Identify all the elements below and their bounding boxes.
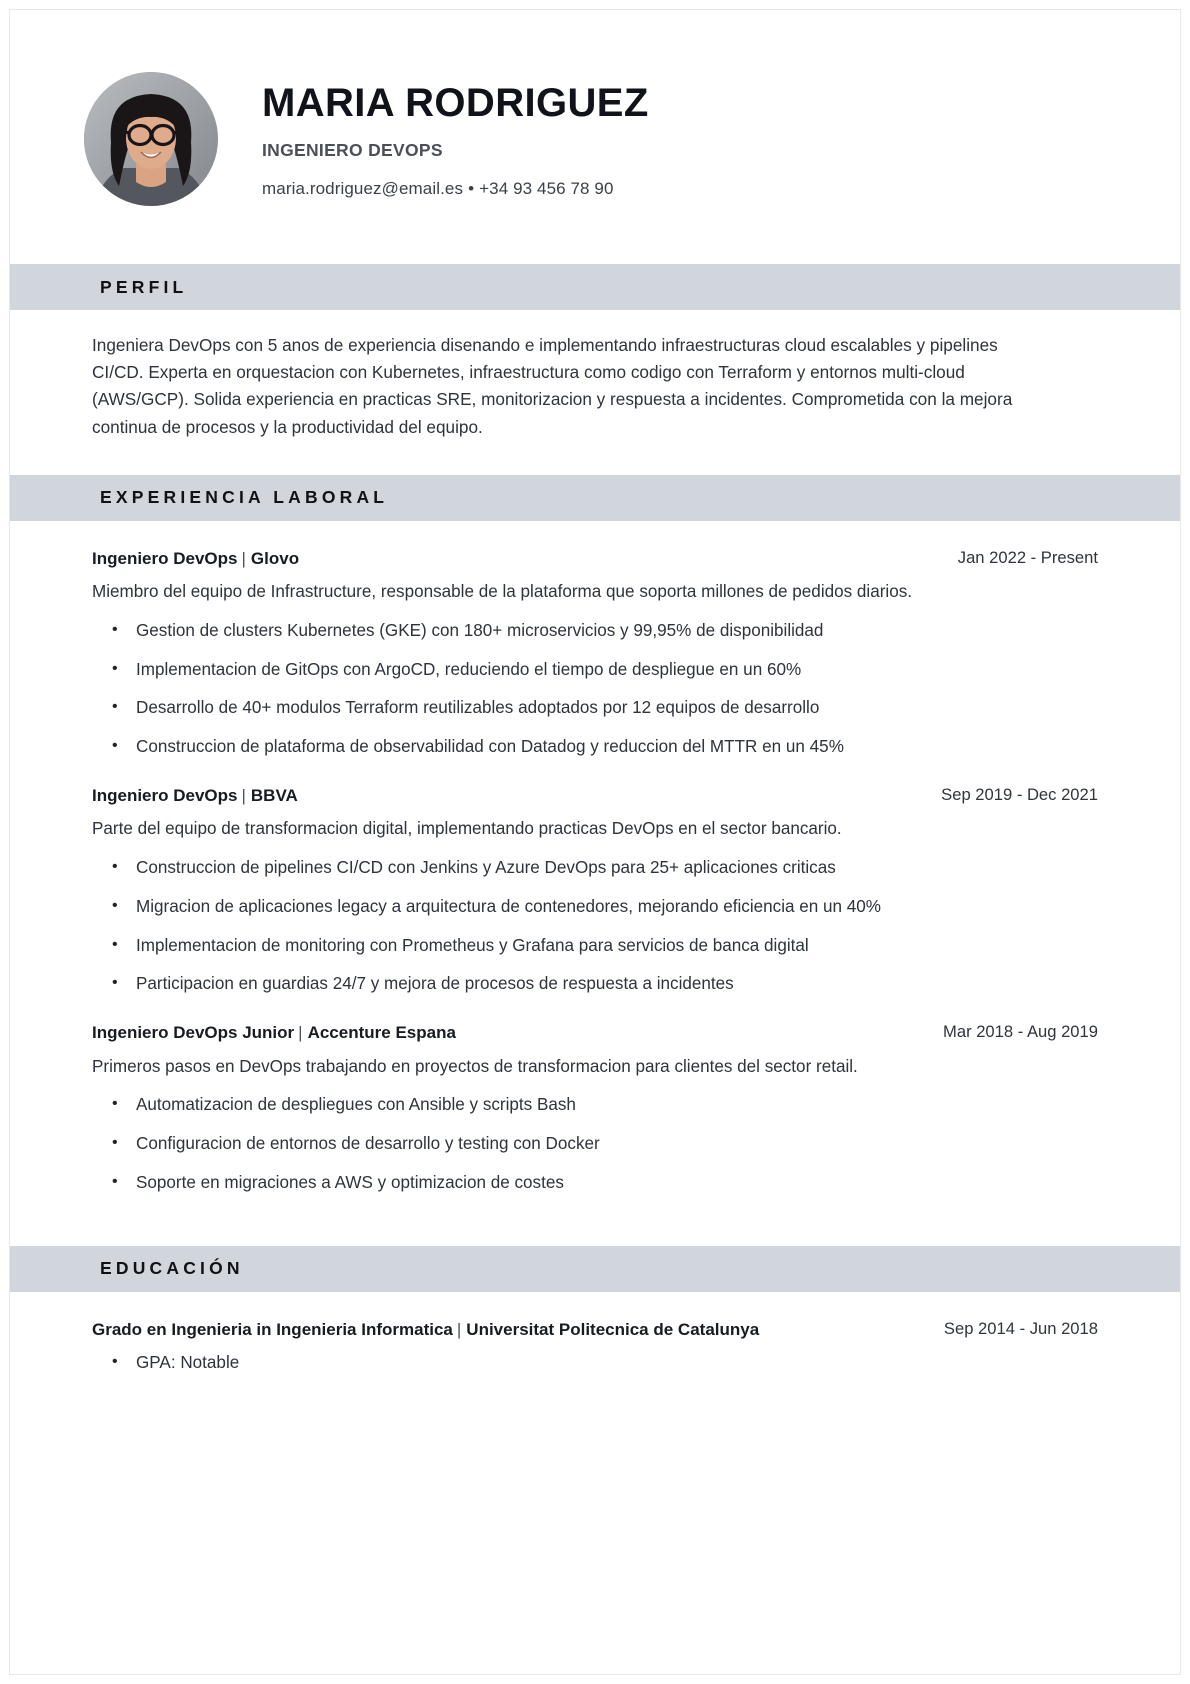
- entry-bullet-list: [92, 1093, 1098, 1195]
- section-band-experience: [10, 475, 1180, 521]
- experience-entry: [92, 521, 1098, 760]
- profile-paragraph: Ingeniera DevOps con 5 anos de experiencia disenando e implementando infraestructuras cloud escalables y pipelines CI/CD. Experta en orquestacion con Kubernetes, infraestructura como codigo con Terraform y entornos multi-cloud (AWS/GCP). Solida experiencia en practicas SRE, monitorizacion y respuesta a incidentes. Comprometida con la mejora continua de procesos y la productividad del equipo.: [92, 335, 1013, 437]
- entry-header: [92, 784, 1098, 807]
- section-title-profile: PERFIL: [100, 276, 188, 297]
- contact-separator: •: [468, 178, 475, 198]
- entry-dates: Sep 2019 - Dec 2021: [941, 784, 1098, 804]
- list-item: • GPA: Notable: [106, 1351, 1098, 1376]
- entry-header: [92, 1021, 1098, 1044]
- job-title: INGENIERO DEVOPS: [262, 139, 443, 160]
- entry-company: Glovo: [250, 548, 300, 568]
- entry-description: Miembro del equipo de Infrastructure, responsable de la plataforma que soporta millones de pedidos diarios.: [92, 582, 913, 602]
- page-title: MARIA RODRIGUEZ: [262, 80, 649, 125]
- portrait-photo-icon: [84, 72, 218, 206]
- entry-pipe: |: [456, 1319, 462, 1339]
- entry-pipe: |: [241, 548, 246, 568]
- section-title-experience: EXPERIENCIA LABORAL: [100, 487, 389, 508]
- experience-entry: [92, 760, 1098, 997]
- entry-description: Parte del equipo de transformacion digital, implementando practicas DevOps en el sector bancario.: [92, 819, 842, 839]
- entry-header: [92, 1318, 1098, 1341]
- profile-block: [10, 310, 1180, 469]
- entry-company: BBVA: [250, 785, 298, 805]
- avatar: [84, 72, 218, 206]
- entry-role: Ingeniero DevOps Junior: [92, 1023, 295, 1043]
- entry-title: [92, 1021, 456, 1044]
- list-item: • Migracion de aplicaciones legacy a arquitectura de contenedores, mejorando eficiencia en un 40%: [106, 895, 1098, 920]
- section-band-education: [10, 1246, 1180, 1292]
- experience-block: [10, 521, 1180, 1240]
- degree-name: Grado en Ingenieria in Ingenieria Informatica: [92, 1319, 453, 1339]
- phone-text: +34 93 456 78 90: [479, 178, 614, 198]
- entry-dates: Mar 2018 - Aug 2019: [943, 1022, 1098, 1042]
- resume-sheet: [10, 10, 1180, 1674]
- list-item: • Configuracion de entornos de desarrollo y testing con Docker: [106, 1132, 1098, 1157]
- experience-entry: [92, 997, 1098, 1195]
- entry-company: Accenture Espana: [307, 1023, 456, 1043]
- list-item: • Participacion en guardias 24/7 y mejora de procesos de respuesta a incidentes: [106, 972, 1098, 997]
- list-item: • Automatizacion de despliegues con Ansible y scripts Bash: [106, 1093, 1098, 1118]
- email-text: maria.rodriguez@email.es: [262, 178, 464, 198]
- entry-title: [92, 784, 298, 807]
- education-entry: [92, 1292, 1098, 1376]
- list-item: • Desarrollo de 40+ modulos Terraform reutilizables adoptados por 12 equipos de desarrollo: [106, 696, 1098, 721]
- entry-pipe: |: [241, 785, 246, 805]
- entry-title: [92, 547, 299, 570]
- entry-dates: Sep 2014 - Jun 2018: [943, 1318, 1098, 1338]
- entry-header: [92, 547, 1098, 570]
- entry-dates: Jan 2022 - Present: [957, 547, 1098, 567]
- section-band-profile: [10, 264, 1180, 310]
- entry-pipe: |: [298, 1023, 303, 1043]
- list-item: • Construccion de plataforma de observabilidad con Datadog y reduccion del MTTR en un 45%: [106, 735, 1098, 760]
- entry-bullet-list: [92, 619, 1098, 760]
- list-item: • Implementacion de GitOps con ArgoCD, reduciendo el tiempo de despliegue en un 60%: [106, 658, 1098, 683]
- list-item: • Implementacion de monitoring con Prometheus y Grafana para servicios de banca digital: [106, 934, 1098, 959]
- education-block: [10, 1292, 1180, 1406]
- list-item: • Construccion de pipelines CI/CD con Jenkins y Azure DevOps para 25+ aplicaciones criticas: [106, 856, 1098, 881]
- list-item: • Soporte en migraciones a AWS y optimizacion de costes: [106, 1171, 1098, 1196]
- list-item: • Gestion de clusters Kubernetes (GKE) con 180+ microservicios y 99,95% de disponibilidad: [106, 619, 1098, 644]
- resume-header: [10, 10, 1180, 258]
- header-text-group: [262, 80, 1180, 199]
- entry-role: Ingeniero DevOps: [92, 785, 238, 805]
- contact-line: [262, 179, 1180, 199]
- entry-role: Ingeniero DevOps: [92, 548, 238, 568]
- section-title-education: EDUCACIÓN: [100, 1258, 244, 1279]
- entry-bullet-list: [92, 1351, 1098, 1376]
- entry-title: [92, 1318, 759, 1341]
- entry-bullet-list: [92, 856, 1098, 997]
- institution-name: Universitat Politecnica de Catalunya: [466, 1319, 760, 1339]
- entry-description: Primeros pasos en DevOps trabajando en proyectos de transformacion para clientes del sector retail.: [92, 1056, 858, 1076]
